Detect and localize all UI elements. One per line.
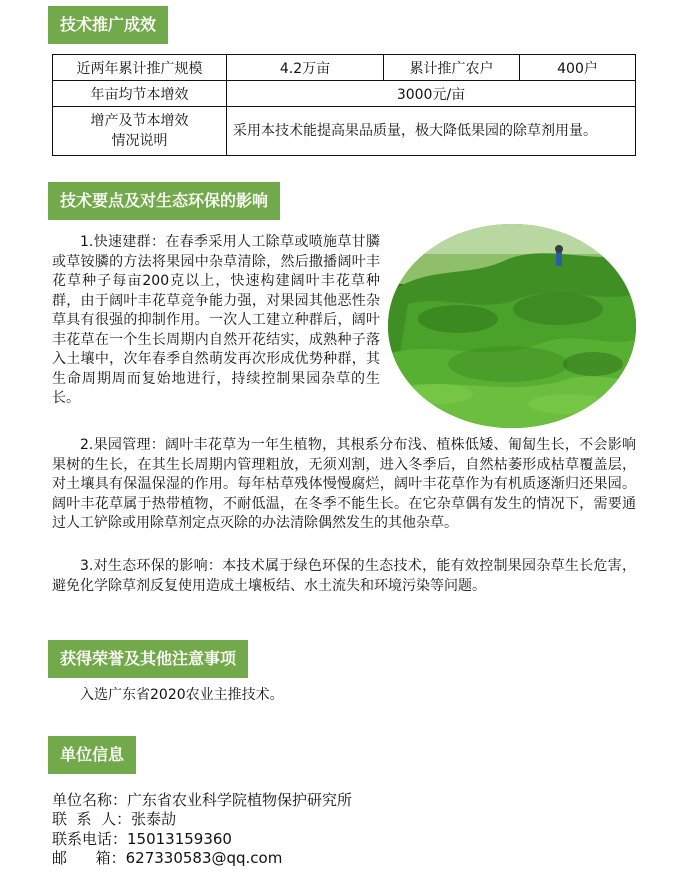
- table-row: [53, 81, 636, 107]
- table-row: [53, 55, 636, 81]
- label-line: 增产及节本增效: [90, 113, 189, 129]
- section-header-unit-info: 单位信息: [48, 736, 136, 774]
- honors-text: 入选广东省2020农业主推技术。: [80, 687, 284, 703]
- table-cell-description: 采用本技术能提高果品质量，极大降低果园的除草剂用量。: [227, 107, 636, 156]
- table-cell-label: 累计推广农户: [384, 55, 520, 81]
- table-row: [53, 107, 636, 156]
- key-point-2: 2.果园管理：阔叶丰花草为一年生植物，其根系分布浅、植株低矮、匍匐生长，不会影响果树的生长，在其生长周期内管理粗放，无须刈割，进入冬季后，自然枯萎形成枯草覆盖层，对土壤具有保温保湿的作用。每年枯草残体慢慢腐烂，阔叶丰花草作为有机质逐渐归还果园。阔叶丰花草属于热带植物，不耐低温，在冬季不能生长。在它杂草偶有发生的情况下，需要通过人工铲除或用除草剂定点灭除的办法清除偶然发生的其他杂草。: [52, 437, 636, 531]
- contact-phone: 联系电话：15013159360: [52, 830, 232, 848]
- section-header-honors: 获得荣誉及其他注意事项: [48, 640, 248, 678]
- contact-email: 邮 箱：627330583@qq.com: [52, 849, 283, 867]
- section-header-key-points: 技术要点及对生态环保的影响: [48, 182, 280, 220]
- contact-person: 联 系 人：张泰劼: [52, 810, 177, 828]
- key-point-3: 3.对生态环保的影响：本技术属于绿色环保的生态技术，能有效控制果园杂草生长危害，避免化学除草剂反复使用造成土壤板结、水土流失和环境污染等问题。: [52, 558, 636, 594]
- table-cell-value: 4.2万亩: [227, 55, 384, 81]
- table-cell-value: 3000元/亩: [227, 81, 636, 107]
- section-header-promotion: 技术推广成效: [48, 6, 168, 44]
- promotion-stats-table: [52, 54, 636, 156]
- orchard-photo-drawing: [388, 224, 636, 428]
- key-point-1: 1.快速建群：在春季采用人工除草或喷施草甘膦或草铵膦的方法将果园中杂草清除，然后撒播阔叶丰花草种子每亩200克以上，快速构建阔叶丰花草种群，由于阔叶丰花草竞争能力强，对果园其他恶性杂草具有很强的抑制作用。一次人工建立种群后，阔叶丰花草在一个生长周期内自然开花结实，成熟种子落入土壤中，次年春季自然萌发再次形成优势种群，其生命周期周而复始地进行，持续控制果园杂草的生长。: [52, 234, 380, 406]
- unit-name: 单位名称：广东省农业科学院植物保护研究所: [52, 791, 353, 809]
- table-cell-label: 年亩均节本增效: [53, 81, 227, 107]
- table-cell-label: [53, 107, 227, 156]
- label-line: 情况说明: [111, 133, 168, 149]
- table-cell-value: 400户: [520, 55, 636, 81]
- orchard-ground-cover-photo: [388, 224, 636, 428]
- table-cell-label: 近两年累计推广规模: [53, 55, 227, 81]
